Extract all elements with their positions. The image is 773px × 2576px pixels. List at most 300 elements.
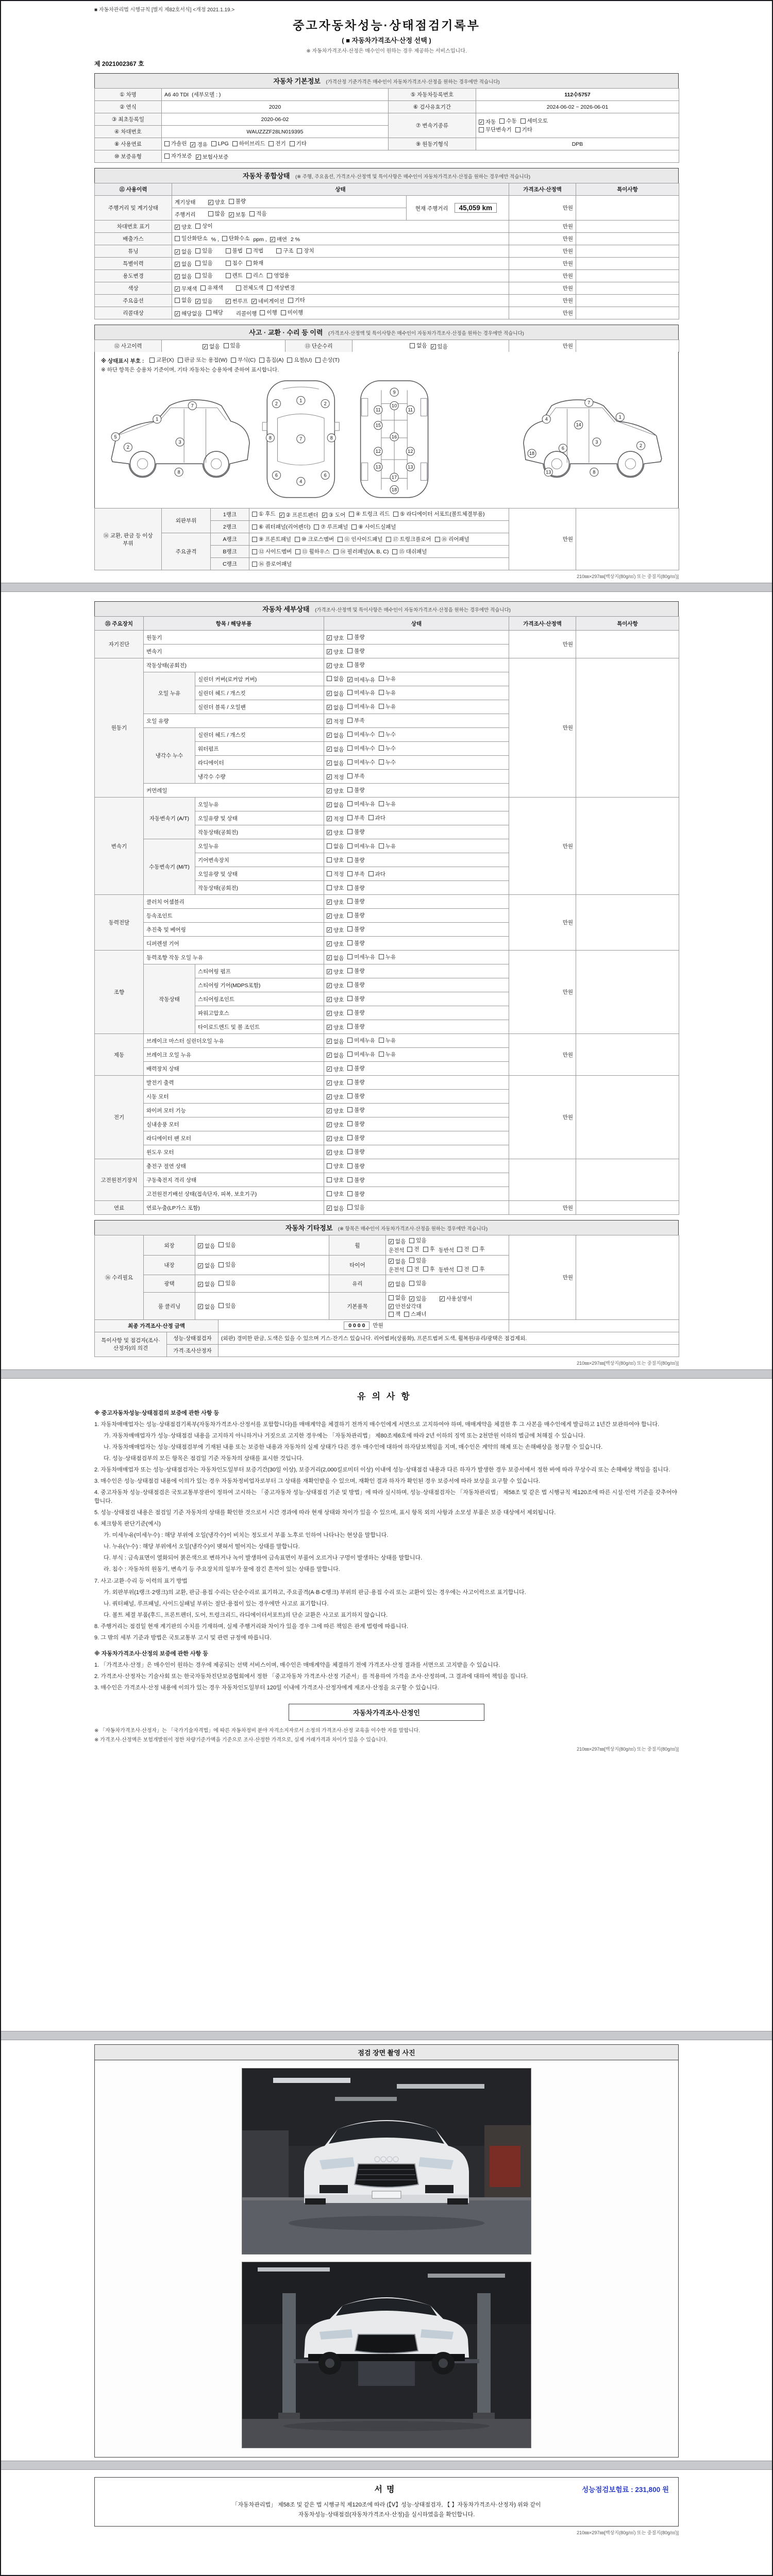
checkbox-option[interactable] [347, 1078, 364, 1086]
checkbox[interactable]: ✓ [327, 1039, 331, 1044]
checkbox-option[interactable] [327, 1190, 344, 1198]
checkbox-option[interactable] [314, 523, 348, 531]
checkbox[interactable] [423, 1247, 428, 1252]
checkbox[interactable]: ✓ [327, 774, 331, 780]
checkbox-option[interactable] [379, 731, 396, 738]
checkbox[interactable] [347, 801, 352, 806]
checkbox-option[interactable] [246, 272, 263, 279]
checkbox[interactable]: ✓ [327, 691, 331, 697]
checkbox[interactable] [246, 261, 251, 266]
checkbox-option[interactable] [379, 953, 396, 961]
checkbox[interactable]: ✓ [389, 1259, 393, 1264]
checkbox-option[interactable] [327, 759, 344, 767]
checkbox-option[interactable] [473, 1245, 484, 1253]
checkbox[interactable]: ✓ [431, 344, 435, 349]
checkbox-option[interactable] [347, 1064, 364, 1072]
checkbox-option[interactable] [351, 523, 396, 531]
checkbox-option[interactable] [327, 842, 344, 850]
checkbox-option[interactable] [327, 675, 344, 683]
checkbox-option[interactable] [268, 140, 285, 147]
checkbox[interactable] [295, 549, 300, 554]
checkbox[interactable] [347, 1107, 352, 1112]
checkbox-option[interactable] [252, 510, 276, 518]
checkbox[interactable] [178, 358, 183, 363]
checkbox[interactable]: ✓ [327, 802, 331, 808]
checkbox-option[interactable] [315, 356, 340, 364]
checkbox-option[interactable] [195, 259, 212, 267]
checkbox-option[interactable] [327, 829, 344, 837]
checkbox-option[interactable] [206, 309, 223, 316]
checkbox[interactable]: ✓ [389, 1239, 393, 1244]
checkbox-option[interactable] [164, 152, 192, 160]
checkbox-option[interactable] [347, 717, 364, 724]
checkbox[interactable] [175, 236, 180, 241]
checkbox[interactable]: ✓ [270, 236, 275, 242]
checkbox[interactable]: ✓ [175, 224, 179, 230]
checkbox[interactable] [246, 273, 251, 278]
checkbox-option[interactable] [393, 510, 484, 518]
checkbox[interactable] [520, 118, 526, 124]
checkbox-option[interactable] [175, 234, 208, 242]
checkbox-option[interactable] [327, 982, 344, 990]
checkbox[interactable] [347, 829, 352, 834]
checkbox[interactable]: ✓ [229, 212, 233, 217]
checkbox-option[interactable] [252, 548, 292, 555]
checkbox[interactable] [392, 549, 397, 554]
checkbox[interactable] [347, 954, 352, 959]
checkbox-option[interactable] [347, 1050, 375, 1058]
checkbox[interactable] [327, 885, 332, 890]
checkbox-option[interactable] [479, 126, 512, 133]
checkbox[interactable] [347, 982, 352, 987]
checkbox-option[interactable] [409, 1257, 426, 1264]
checkbox-option[interactable] [347, 744, 375, 752]
checkbox-option[interactable] [270, 235, 287, 243]
checkbox-option[interactable] [457, 1265, 469, 1273]
checkbox[interactable] [457, 1266, 462, 1272]
checkbox[interactable]: ✓ [327, 1025, 331, 1030]
checkbox[interactable] [236, 285, 241, 291]
checkbox[interactable]: ✓ [389, 1281, 393, 1287]
checkbox[interactable]: ✓ [208, 199, 213, 205]
checkbox-option[interactable] [327, 1162, 344, 1170]
checkbox-option[interactable] [279, 511, 318, 519]
checkbox[interactable] [259, 358, 264, 363]
checkbox[interactable] [347, 996, 352, 1001]
checkbox[interactable] [208, 211, 213, 216]
checkbox-option[interactable] [211, 141, 229, 147]
checkbox[interactable]: ✓ [327, 927, 331, 933]
checkbox-option[interactable] [295, 548, 330, 555]
checkbox[interactable] [295, 537, 300, 542]
checkbox-option[interactable] [347, 1009, 364, 1016]
checkbox-option[interactable] [327, 1010, 344, 1018]
checkbox[interactable] [219, 1262, 224, 1267]
checkbox[interactable] [409, 1258, 414, 1263]
checkbox-option[interactable] [347, 1176, 364, 1184]
checkbox[interactable]: ✓ [389, 1303, 393, 1309]
checkbox-option[interactable] [251, 297, 284, 305]
checkbox-option[interactable] [347, 703, 375, 710]
checkbox[interactable] [407, 1266, 412, 1272]
checkbox-option[interactable] [327, 732, 344, 739]
checkbox[interactable] [409, 1238, 414, 1243]
checkbox-option[interactable] [347, 925, 364, 933]
checkbox-option[interactable] [175, 248, 192, 256]
checkbox-option[interactable] [347, 870, 364, 878]
checkbox-option[interactable] [338, 535, 382, 543]
checkbox-option[interactable] [389, 1302, 422, 1310]
checkbox[interactable] [379, 1052, 384, 1057]
checkbox-option[interactable] [347, 884, 364, 892]
checkbox-option[interactable] [327, 801, 344, 809]
checkbox[interactable] [379, 690, 384, 695]
checkbox-option[interactable] [499, 117, 516, 125]
checkbox-option[interactable] [198, 1303, 215, 1311]
checkbox-option[interactable] [267, 272, 289, 279]
checkbox-option[interactable] [389, 1238, 406, 1245]
checkbox[interactable]: ✓ [279, 512, 284, 518]
checkbox-option[interactable] [379, 675, 396, 683]
checkbox[interactable] [252, 562, 257, 567]
checkbox-option[interactable] [327, 745, 344, 753]
checkbox-option[interactable] [327, 1107, 344, 1115]
checkbox-option[interactable] [327, 1135, 344, 1143]
checkbox[interactable]: ✓ [327, 830, 331, 836]
checkbox-option[interactable] [195, 222, 212, 230]
checkbox-option[interactable] [431, 343, 448, 350]
checkbox-option[interactable] [327, 662, 344, 670]
checkbox-option[interactable] [175, 260, 192, 268]
checkbox-option[interactable] [347, 800, 375, 808]
checkbox[interactable]: ✓ [410, 1296, 414, 1301]
checkbox[interactable] [379, 704, 384, 709]
checkbox-option[interactable] [327, 1093, 344, 1101]
checkbox-option[interactable] [327, 704, 344, 711]
checkbox-option[interactable] [407, 1265, 419, 1273]
checkbox[interactable] [347, 815, 352, 820]
checkbox[interactable] [347, 1038, 352, 1043]
checkbox-option[interactable] [208, 210, 225, 217]
checkbox[interactable] [252, 524, 257, 530]
checkbox[interactable] [224, 343, 229, 348]
checkbox[interactable]: ✓ [327, 969, 331, 975]
checkbox-option[interactable] [347, 1190, 364, 1198]
checkbox[interactable] [347, 1149, 352, 1154]
checkbox[interactable] [219, 1303, 224, 1308]
checkbox-option[interactable] [252, 535, 291, 543]
checkbox[interactable]: ✓ [327, 816, 331, 822]
checkbox[interactable] [349, 512, 354, 517]
checkbox[interactable] [175, 298, 180, 303]
checkbox[interactable] [347, 745, 352, 751]
checkbox-option[interactable] [473, 1265, 484, 1273]
checkbox-option[interactable] [246, 247, 263, 255]
checkbox[interactable] [268, 141, 274, 146]
checkbox[interactable]: ✓ [203, 344, 207, 349]
checkbox[interactable]: ✓ [327, 1080, 331, 1086]
checkbox-option[interactable] [219, 1279, 236, 1287]
checkbox-option[interactable] [347, 1092, 364, 1100]
checkbox[interactable] [379, 954, 384, 959]
checkbox[interactable] [327, 857, 332, 862]
checkbox[interactable]: ✓ [327, 1011, 331, 1016]
checkbox[interactable] [347, 1079, 352, 1084]
checkbox[interactable] [315, 358, 321, 363]
checkbox-option[interactable] [347, 786, 364, 794]
checkbox-option[interactable] [226, 297, 248, 305]
checkbox-option[interactable] [327, 690, 344, 698]
checkbox[interactable] [379, 759, 384, 765]
checkbox-option[interactable] [347, 772, 364, 780]
checkbox-option[interactable] [347, 1134, 364, 1142]
checkbox-option[interactable] [327, 718, 344, 725]
checkbox-option[interactable] [327, 899, 344, 906]
checkbox[interactable] [423, 1266, 428, 1272]
checkbox[interactable] [149, 358, 155, 363]
checkbox-option[interactable] [252, 523, 310, 531]
checkbox-option[interactable] [386, 535, 431, 543]
checkbox[interactable] [347, 885, 352, 890]
checkbox[interactable] [351, 524, 357, 530]
checkbox[interactable] [327, 843, 332, 849]
checkbox[interactable] [347, 912, 352, 918]
checkbox-option[interactable] [349, 510, 390, 518]
checkbox[interactable] [410, 343, 415, 348]
checkbox-option[interactable] [389, 1294, 406, 1301]
checkbox-option[interactable] [347, 953, 375, 961]
checkbox-option[interactable] [246, 259, 263, 267]
checkbox[interactable] [297, 248, 302, 253]
checkbox-option[interactable] [379, 744, 396, 752]
checkbox-option[interactable] [267, 284, 295, 292]
checkbox-option[interactable] [196, 153, 229, 161]
checkbox-option[interactable] [347, 981, 364, 989]
checkbox[interactable] [327, 1191, 332, 1196]
checkbox[interactable] [314, 524, 319, 530]
checkbox[interactable]: ✓ [327, 649, 331, 655]
checkbox-option[interactable] [249, 210, 266, 217]
checkbox-option[interactable] [457, 1245, 469, 1253]
checkbox[interactable] [347, 690, 352, 695]
checkbox[interactable]: ✓ [175, 286, 179, 292]
checkbox-option[interactable] [440, 1295, 473, 1302]
checkbox-option[interactable] [252, 560, 292, 568]
checkbox[interactable] [327, 871, 332, 876]
checkbox-option[interactable] [327, 940, 344, 948]
checkbox-option[interactable] [297, 247, 314, 255]
checkbox[interactable] [347, 634, 352, 639]
checkbox-option[interactable] [379, 689, 396, 697]
checkbox-option[interactable] [379, 703, 396, 710]
checkbox-option[interactable] [236, 284, 264, 292]
checkbox[interactable] [327, 1163, 332, 1168]
checkbox[interactable] [226, 248, 231, 253]
checkbox-option[interactable] [347, 1148, 364, 1156]
checkbox-option[interactable] [347, 911, 364, 919]
checkbox[interactable] [231, 358, 236, 363]
checkbox[interactable] [219, 1281, 224, 1286]
checkbox-option[interactable] [347, 967, 364, 975]
checkbox[interactable]: ✓ [198, 1281, 203, 1287]
checkbox[interactable] [347, 759, 352, 765]
checkbox[interactable] [347, 843, 352, 849]
checkbox-option[interactable] [327, 1038, 344, 1045]
checkbox[interactable] [260, 310, 265, 315]
checkbox[interactable]: ✓ [196, 154, 200, 160]
checkbox[interactable]: ✓ [327, 635, 331, 641]
checkbox-option[interactable] [423, 1265, 435, 1273]
checkbox-option[interactable] [208, 198, 225, 206]
checkbox[interactable]: ✓ [327, 760, 331, 766]
checkbox[interactable] [226, 261, 231, 266]
checkbox-option[interactable] [347, 1106, 364, 1114]
checkbox-option[interactable] [327, 1065, 344, 1073]
checkbox-option[interactable] [347, 661, 364, 669]
checkbox[interactable]: ✓ [327, 1066, 331, 1072]
checkbox[interactable]: ✓ [479, 119, 483, 125]
checkbox[interactable]: ✓ [327, 1150, 331, 1156]
checkbox[interactable] [249, 211, 255, 216]
checkbox-option[interactable] [347, 939, 364, 947]
checkbox[interactable] [276, 248, 281, 253]
checkbox[interactable] [327, 1177, 332, 1182]
checkbox-option[interactable] [327, 1024, 344, 1031]
checkbox[interactable]: ✓ [252, 298, 256, 304]
checkbox-option[interactable] [190, 141, 207, 148]
checkbox-option[interactable] [175, 310, 203, 317]
checkbox-option[interactable] [389, 1280, 406, 1288]
checkbox[interactable] [515, 127, 520, 132]
checkbox[interactable] [347, 773, 352, 778]
checkbox-option[interactable] [435, 535, 469, 543]
checkbox-option[interactable] [198, 1280, 215, 1288]
checkbox-option[interactable] [164, 140, 187, 147]
checkbox[interactable] [379, 732, 384, 737]
checkbox-option[interactable] [327, 1079, 344, 1087]
checkbox-option[interactable] [198, 1242, 215, 1250]
checkbox[interactable] [211, 141, 216, 146]
checkbox-option[interactable] [409, 1279, 426, 1287]
checkbox[interactable]: ✓ [327, 663, 331, 669]
checkbox[interactable] [347, 704, 352, 709]
checkbox[interactable]: ✓ [327, 997, 331, 1003]
checkbox-option[interactable] [200, 284, 223, 292]
checkbox-option[interactable] [347, 1023, 364, 1030]
checkbox-option[interactable] [276, 247, 293, 255]
checkbox-option[interactable] [195, 247, 212, 255]
checkbox-option[interactable] [219, 1302, 236, 1310]
checkbox-option[interactable] [379, 800, 396, 808]
checkbox[interactable] [379, 745, 384, 751]
checkbox[interactable] [252, 512, 257, 517]
checkbox-option[interactable] [347, 897, 364, 905]
checkbox-option[interactable] [327, 996, 344, 1004]
checkbox-option[interactable] [327, 1176, 344, 1184]
checkbox[interactable] [389, 1312, 394, 1317]
checkbox[interactable] [246, 248, 251, 253]
checkbox[interactable] [347, 871, 352, 876]
checkbox[interactable] [347, 787, 352, 792]
checkbox-option[interactable] [259, 356, 283, 364]
checkbox[interactable] [347, 1205, 352, 1210]
checkbox[interactable]: ✓ [327, 747, 331, 752]
checkbox[interactable] [219, 1242, 224, 1247]
checkbox-option[interactable] [219, 1261, 236, 1268]
checkbox[interactable] [347, 1052, 352, 1057]
checkbox-option[interactable] [520, 117, 548, 125]
checkbox[interactable] [407, 1247, 412, 1252]
checkbox[interactable] [267, 273, 272, 278]
checkbox[interactable] [338, 537, 343, 542]
checkbox[interactable] [347, 648, 352, 653]
checkbox[interactable] [287, 358, 292, 363]
checkbox-option[interactable] [175, 296, 192, 304]
checkbox-option[interactable] [327, 912, 344, 920]
checkbox[interactable] [379, 1038, 384, 1043]
checkbox[interactable] [473, 1247, 478, 1252]
checkbox[interactable]: ✓ [327, 941, 331, 947]
checkbox[interactable] [281, 310, 286, 315]
checkbox[interactable]: ✓ [327, 983, 331, 989]
checkbox-option[interactable] [379, 842, 396, 850]
checkbox[interactable] [368, 815, 374, 820]
checkbox[interactable]: ✓ [175, 261, 179, 267]
checkbox-option[interactable] [195, 272, 212, 279]
checkbox[interactable] [347, 1191, 352, 1196]
checkbox-option[interactable] [288, 296, 305, 304]
checkbox[interactable]: ✓ [440, 1296, 444, 1301]
checkbox[interactable] [347, 1024, 352, 1029]
checkbox-option[interactable] [347, 758, 375, 766]
checkbox[interactable]: ✓ [327, 705, 331, 710]
checkbox-option[interactable] [322, 511, 346, 519]
checkbox-option[interactable] [175, 223, 192, 231]
checkbox-option[interactable] [195, 297, 212, 305]
checkbox[interactable] [479, 127, 484, 132]
checkbox-option[interactable] [347, 995, 364, 1003]
checkbox[interactable] [195, 261, 200, 266]
checkbox-option[interactable] [347, 1037, 375, 1044]
checkbox[interactable] [389, 1295, 394, 1300]
checkbox-option[interactable] [347, 828, 364, 836]
checkbox-option[interactable] [347, 842, 375, 850]
checkbox-option[interactable] [327, 870, 344, 878]
checkbox-option[interactable] [347, 647, 364, 655]
checkbox[interactable] [222, 236, 227, 241]
checkbox-option[interactable] [287, 356, 312, 364]
checkbox-option[interactable] [333, 548, 389, 555]
checkbox-option[interactable] [368, 870, 385, 878]
checkbox-option[interactable] [347, 689, 375, 697]
checkbox[interactable] [347, 718, 352, 723]
checkbox-option[interactable] [327, 968, 344, 976]
checkbox-option[interactable] [347, 1204, 364, 1211]
checkbox[interactable] [379, 801, 384, 806]
checkbox-option[interactable] [389, 1310, 400, 1318]
checkbox[interactable]: ✓ [327, 1122, 331, 1128]
checkbox[interactable] [409, 1281, 414, 1286]
checkbox[interactable] [164, 141, 170, 146]
checkbox-option[interactable] [368, 814, 385, 822]
checkbox[interactable]: ✓ [327, 1136, 331, 1142]
checkbox[interactable] [288, 298, 293, 303]
checkbox-option[interactable] [327, 926, 344, 934]
checkbox[interactable]: ✓ [198, 1263, 203, 1268]
checkbox[interactable] [347, 926, 352, 931]
checkbox[interactable] [164, 154, 170, 159]
checkbox[interactable]: ✓ [175, 249, 179, 255]
